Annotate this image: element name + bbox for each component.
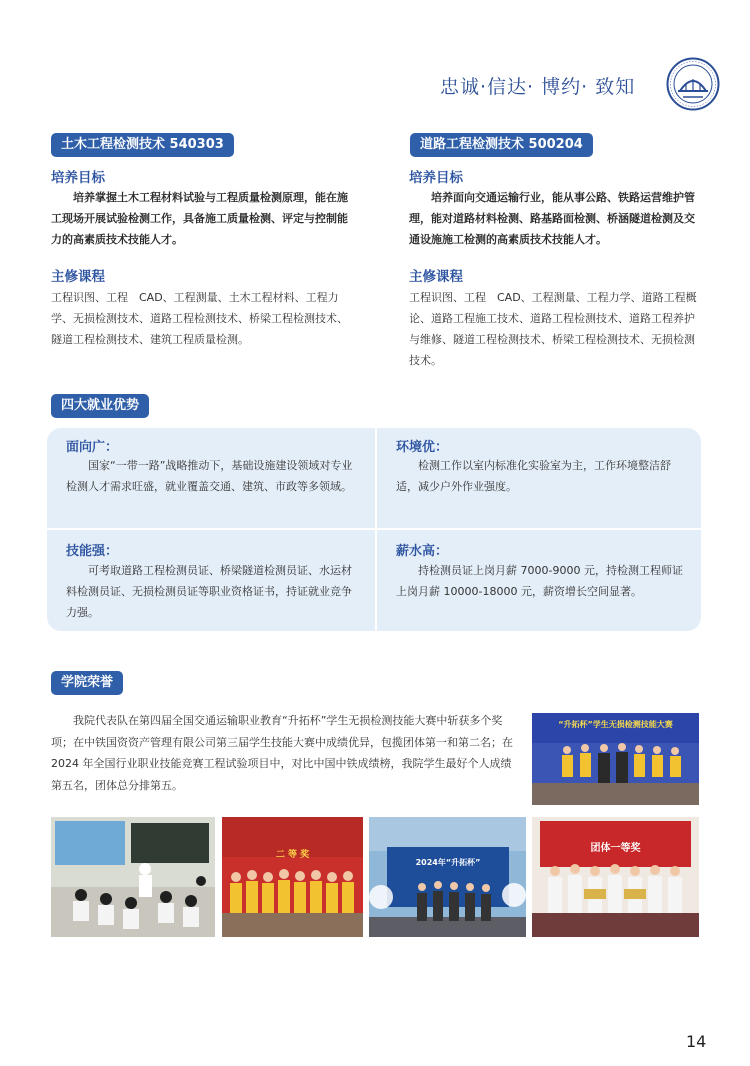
advantage-wide-text: 国家“一带一路”战略推动下，基础设施建设领域对专业检测人才需求旺盛，就业覆盖交通、建筑、市政等多领域。: [66, 459, 353, 493]
stage-award-photo: [369, 817, 526, 937]
team-award-photo: [532, 817, 699, 937]
award-ceremony-photo: [532, 713, 699, 805]
classroom-photo: [51, 817, 215, 937]
honors-tag: 学院荣誉: [51, 671, 123, 695]
major-road-tag: 道路工程检测技术 500204: [410, 133, 593, 157]
advantage-wide-title: 面向广：: [66, 440, 119, 455]
major-civil-goal-heading: 培养目标: [51, 170, 105, 186]
page-number: 14: [686, 1032, 707, 1051]
major-road-courses-text: 工程识图、工程 CAD、工程测量、工程力学、道路工程概论、道路工程施工技术、道路工程检测技术、道路工程养护与维修、隧道工程检测技术、桥梁工程检测技术、无损检测技术。: [409, 291, 697, 367]
award-banner-caption: 二 等 奖: [275, 850, 310, 860]
stage-banner-caption: 2024年“升拓杯”: [415, 858, 481, 867]
major-civil-courses-heading: 主修课程: [51, 269, 105, 285]
advantage-skill-title: 技能强：: [66, 544, 119, 559]
advantages-divider-horizontal: [47, 528, 701, 530]
school-motto: 忠诚·信达· 博约· 致知: [440, 76, 636, 98]
major-civil-courses-text: 工程识图、工程 CAD、工程测量、土木工程材料、工程力学、无损检测技术、道路工程检测技术、桥梁工程检测技术、隧道工程检测技术、建筑工程质量检测。: [51, 291, 348, 346]
major-civil-tag: 土木工程检测技术 540303: [51, 133, 234, 157]
advantages-tag: 四大就业优势: [51, 394, 149, 418]
advantage-environment-title: 环境优：: [396, 440, 449, 455]
major-road-goal-text: 培养面向交通运输行业，能从事公路、铁路运营维护管理，能对道路材料检测、路基路面检测、桥涵隧道检测及交通设施施工检测的高素质技术技能人才。: [409, 191, 695, 246]
college-seal-icon: [666, 57, 720, 111]
major-road-goal-heading: 培养目标: [409, 170, 463, 186]
major-civil-goal-text: 培养掌握土木工程材料试验与工程质量检测原理，能在施工现场开展试验检测工作，具备施工质量检测、评定与控制能力的高素质技术技能人才。: [51, 191, 348, 246]
advantage-skill-text: 可考取道路工程检测员证、桥梁隧道检测员证、水运材料检测员证、无损检测员证等职业资格证书，持证就业竞争力强。: [66, 564, 352, 619]
team-banner-caption: 团体一等奖: [590, 843, 641, 854]
advantage-salary-title: 薪水高：: [396, 544, 449, 559]
top-banner-caption: “升拓杯”学生无损检测技能大赛: [558, 720, 673, 729]
major-road-courses-heading: 主修课程: [409, 269, 463, 285]
advantage-salary-text: 持检测员证上岗月薪 7000-9000 元，持检测工程师证上岗月薪 10000-18000 元，薪资增长空间显著。: [396, 564, 683, 598]
honors-text: 我院代表队在第四届全国交通运输职业教育“升拓杯”学生无损检测技能大赛中斩获多个奖项；在中铁国资资产管理有限公司第三届学生技能大赛中成绩优异，包揽团体第一和第二名；在 2024 年全国行业职业技能竞赛工程试验项目中，对比中国中铁成绩榜，我院学生最好个人成绩第五名，团体总分排第五。: [51, 714, 513, 792]
students-award-photo: [222, 817, 363, 937]
advantage-environment-text: 检测工作以室内标准化实验室为主，工作环境整洁舒适，减少户外作业强度。: [396, 459, 671, 493]
